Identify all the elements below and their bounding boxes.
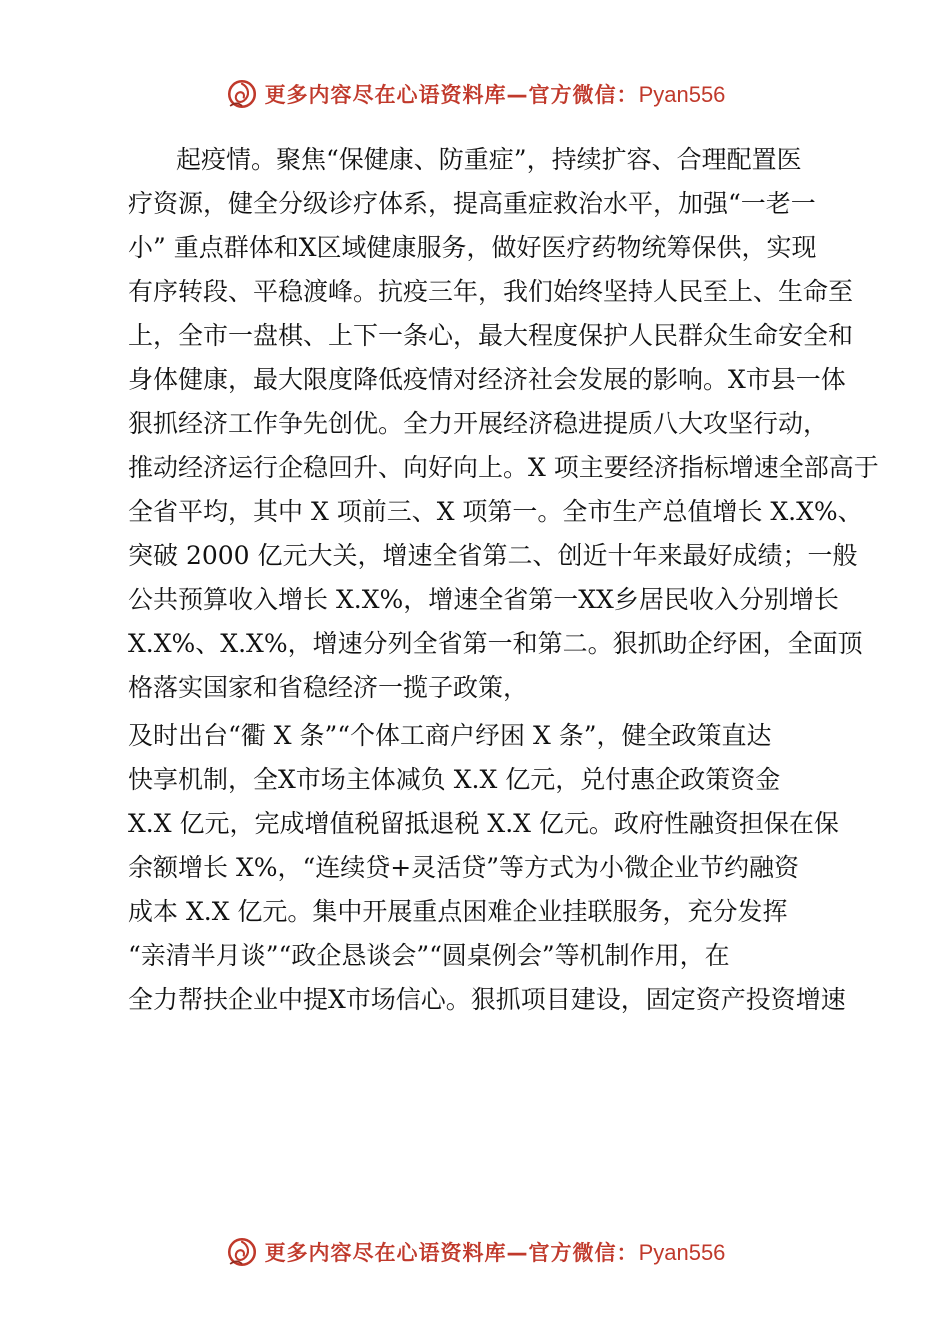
document-body	[128, 138, 879, 1022]
body-line: 身体健康，最大限度降低疫情对经济社会发展的影响。X市县一体	[128, 365, 846, 394]
header-banner	[0, 74, 950, 114]
body-line: 推动经济运行企稳回升、向好向上。X 项主要经济指标增速全部高于	[128, 453, 879, 482]
banner-text-wrap	[265, 79, 726, 109]
body-line: 余额增长 X%，“连续贷+灵活贷”等方式为小微企业节约融资	[128, 853, 800, 882]
footer-banner	[0, 1232, 950, 1272]
body-line: 全力帮扶企业中提X市场信心。狠抓项目建设，固定资产投资增速	[128, 985, 846, 1014]
body-line: 格落实国家和省稳经济一揽子政策，	[128, 673, 529, 702]
body-line: 快享机制，全X市场主体减负 X.X 亿元，兑付惠企政策资金	[128, 765, 781, 794]
body-line: 狠抓经济工作争先创优。全力开展经济稳进提质八大攻坚行动，	[128, 409, 829, 438]
wechat-id: Pyan556	[638, 82, 726, 107]
body-line: 疗资源，健全分级诊疗体系，提高重症救治水平，加强“一老一	[128, 189, 816, 218]
flower-swirl-logo-icon	[225, 1235, 259, 1269]
body-line: “亲清半月谈”“政企恳谈会”“圆桌例会”等机制作用，在	[128, 941, 730, 970]
body-line: 上，全市一盘棋、上下一条心，最大程度保护人民群众生命安全和	[128, 321, 854, 350]
body-line: 有序转段、平稳渡峰。抗疫三年，我们始终坚持人民至上、生命至	[128, 277, 854, 306]
body-line: 公共预算收入增长 X.X%，增速全省第一XX乡居民收入分别增长	[128, 585, 839, 614]
body-line: X.X 亿元，完成增值税留抵退税 X.X 亿元。政府性融资担保在保	[128, 809, 839, 838]
header-banner-text: 更多内容尽在心语资料库—官方微信：	[264, 83, 639, 107]
body-line: 成本 X.X 亿元。集中开展重点困难企业挂联服务，充分发挥	[128, 897, 788, 926]
banner-text-wrap	[265, 1237, 726, 1267]
footer-banner-text: 更多内容尽在心语资料库—官方微信：	[264, 1241, 639, 1265]
body-line: 小” 重点群体和X区域健康服务，做好医疗药物统筹保供，实现	[128, 233, 817, 262]
body-line: 全省平均，其中 X 项前三、X 项第一。全市生产总值增长 X.X%、	[128, 497, 863, 526]
body-line: 起疫情。聚焦“保健康、防重症”，持续扩容、合理配置医	[176, 145, 802, 174]
body-line: X.X%、X.X%，增速分列全省第一和第二。狠抓助企纾困，全面顶	[128, 629, 863, 658]
body-line: 及时出台“衢 X 条”“个体工商户纾困 X 条”，健全政策直达	[128, 721, 772, 750]
flower-swirl-logo-icon	[225, 77, 259, 111]
body-line: 突破 2000 亿元大关，增速全省第二、创近十年来最好成绩；一般	[128, 541, 858, 570]
wechat-id: Pyan556	[638, 1240, 726, 1265]
